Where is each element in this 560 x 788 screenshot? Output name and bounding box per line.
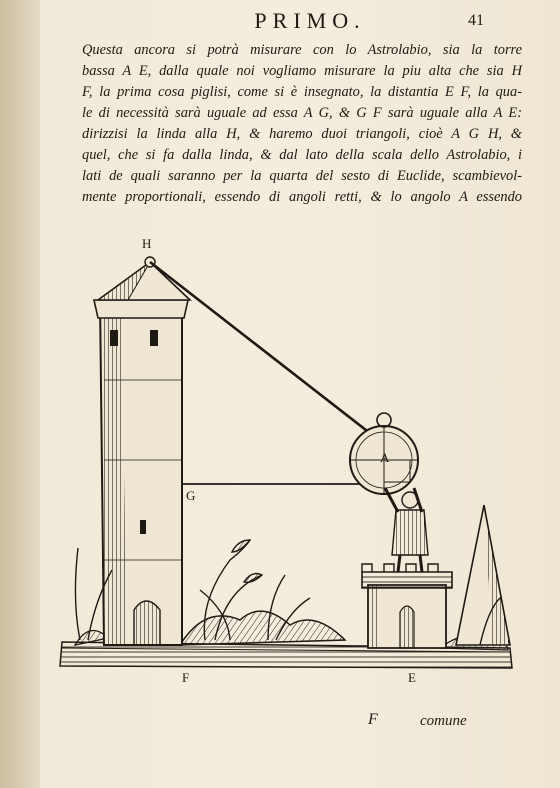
text-line: Questa ancora si potrà misurare con lo Astrolabio, sia la torre xyxy=(82,42,522,58)
label-h: H xyxy=(142,236,152,251)
text-line: quel, che si fa dalla linda, & dal lato della scala dello Astrolabio, i xyxy=(82,147,522,163)
running-title: PRIMO. xyxy=(254,8,366,33)
page-number: 41 xyxy=(468,12,484,29)
text-line: dirizzisi la linda alla H, & haremo duoi triangoli, cioè A G H, & xyxy=(82,126,522,142)
short-tower xyxy=(362,564,452,648)
obelisk xyxy=(456,505,510,645)
catchword: comune xyxy=(420,713,467,729)
text-line: mente proportionali, essendo di angoli retti, & lo angolo A essendo xyxy=(82,189,522,205)
tall-tower xyxy=(94,257,190,645)
label-a: A xyxy=(380,450,390,465)
text-line: bassa A E, dalla quale noi vogliamo misurare la piu alta che sia H xyxy=(82,63,522,79)
signature-mark: F xyxy=(368,711,378,728)
text-line: lati de quali saranno per la quarta del sesto di Euclide, scambievol- xyxy=(82,168,522,184)
label-f: F xyxy=(182,670,190,685)
text-line: le di necessità sarà uguale ad essa A G, & G F sarà uguale alla A E: xyxy=(82,105,522,121)
text-line: F, la prima cosa piglisi, come si è insegnato, la distantia E F, la qua- xyxy=(82,84,522,100)
label-e: E xyxy=(408,670,416,685)
observer-figure xyxy=(385,488,428,572)
label-g: G xyxy=(186,488,196,503)
